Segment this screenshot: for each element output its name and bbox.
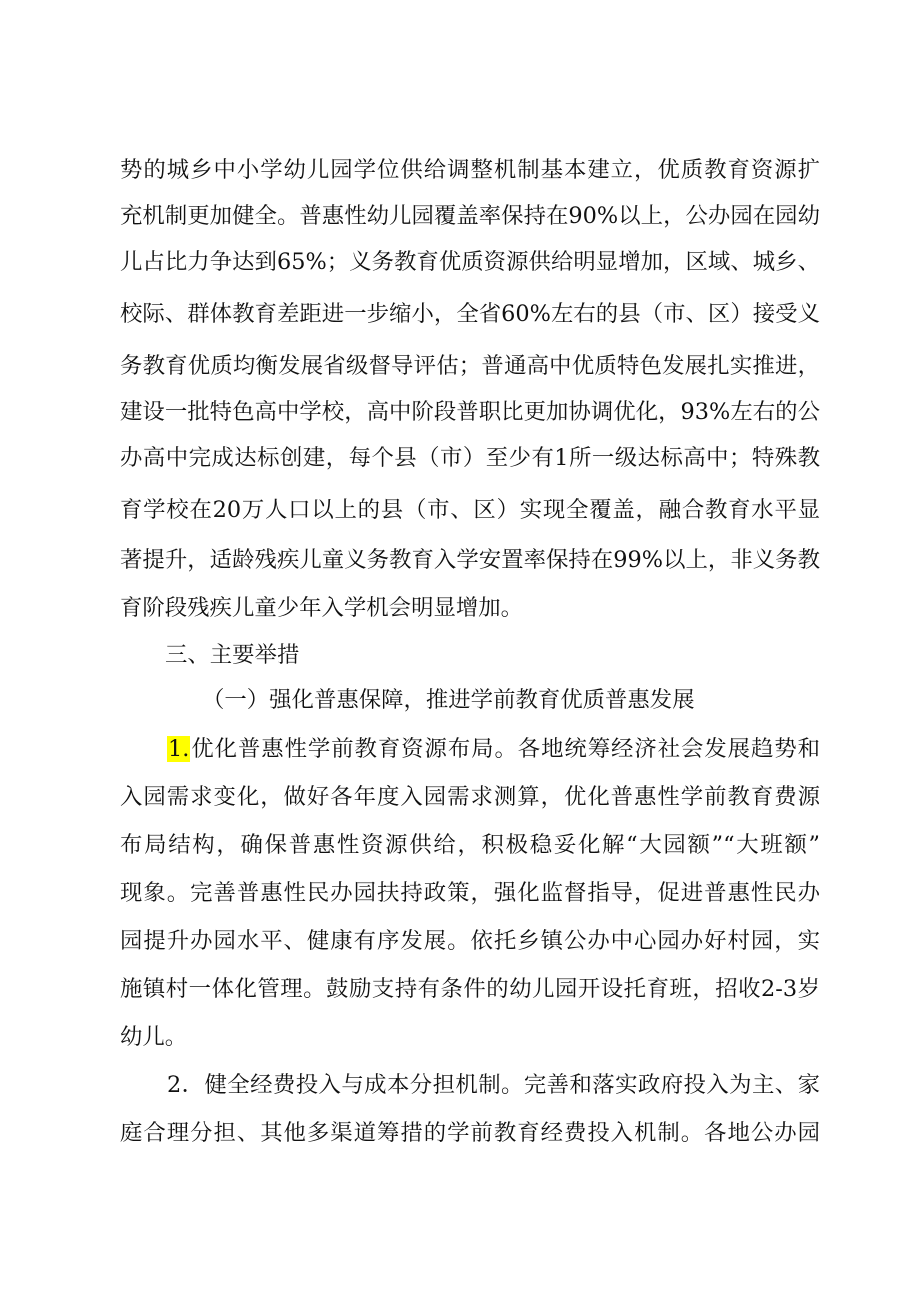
paragraph-line: 现象。完善普惠性民办园扶持政策，强化监督指导，促进普惠性民办	[120, 880, 820, 906]
paragraph-line: 校际、群体教育差距进一步缩小，全省60%左右的县（市、区）接受义	[120, 301, 820, 327]
paragraph-line: 布局结构，确保普惠性资源供给，积极稳妥化解“大园额”“大班额”	[120, 832, 820, 858]
item-first-line	[167, 732, 820, 766]
section-heading: 三、主要举措	[165, 642, 300, 668]
paragraph-line: 务教育优质均衡发展省级督导评估；普通高中优质特色发展扎实推进，	[120, 353, 820, 379]
paragraph-line: 势的城乡中小学幼儿园学位供给调整机制基本建立，优质教育资源扩	[120, 157, 820, 183]
paragraph-line: 建设一批特色高中学校，高中阶段普职比更加协调优化，93%左右的公	[120, 399, 820, 425]
item-first-line: 2．健全经费投入与成本分担机制。完善和落实政府投入为主、家	[167, 1072, 820, 1098]
paragraph-line: 庭合理分担、其他多渠道筹措的学前教育经费投入机制。各地公办园	[120, 1120, 820, 1146]
section-subheading: （一）强化普惠保障，推进学前教育优质普惠发展	[202, 687, 695, 713]
paragraph-line: 著提升，适龄残疾儿童义务教育入学安置率保持在99%以上，非义务教	[120, 547, 820, 573]
paragraph-line: 施镇村一体化管理。鼓励支持有条件的幼儿园开设托育班，招收2-3岁	[120, 976, 820, 1002]
paragraph-line: 办高中完成达标创建，每个县（市）至少有1所一级达标高中；特殊教	[120, 445, 820, 471]
paragraph-line: 入园需求变化，做好各年度入园需求测算，优化普惠性学前教育费源	[120, 784, 820, 810]
highlighted-number: 1.	[168, 736, 190, 762]
item-heading-text: 优化普惠性学前教育资源布局。各地统筹经济社会发展趋势和	[190, 736, 820, 762]
paragraph-line: 园提升办园水平、健康有序发展。依托乡镇公办中心园办好村园，实	[120, 928, 820, 954]
paragraph-line: 幼儿。	[120, 1024, 188, 1050]
paragraph-line: 育阶段残疾儿童少年入学机会明显增加。	[120, 595, 524, 621]
paragraph-line: 儿占比力争达到65%；义务教育优质资源供给明显增加，区域、城乡、	[120, 249, 820, 275]
paragraph-line: 充机制更加健全。普惠性幼儿园覆盖率保持在90%以上，公办园在园幼	[120, 203, 820, 229]
paragraph-line: 育学校在20万人口以上的县（市、区）实现全覆盖，融合教育水平显	[120, 497, 820, 523]
